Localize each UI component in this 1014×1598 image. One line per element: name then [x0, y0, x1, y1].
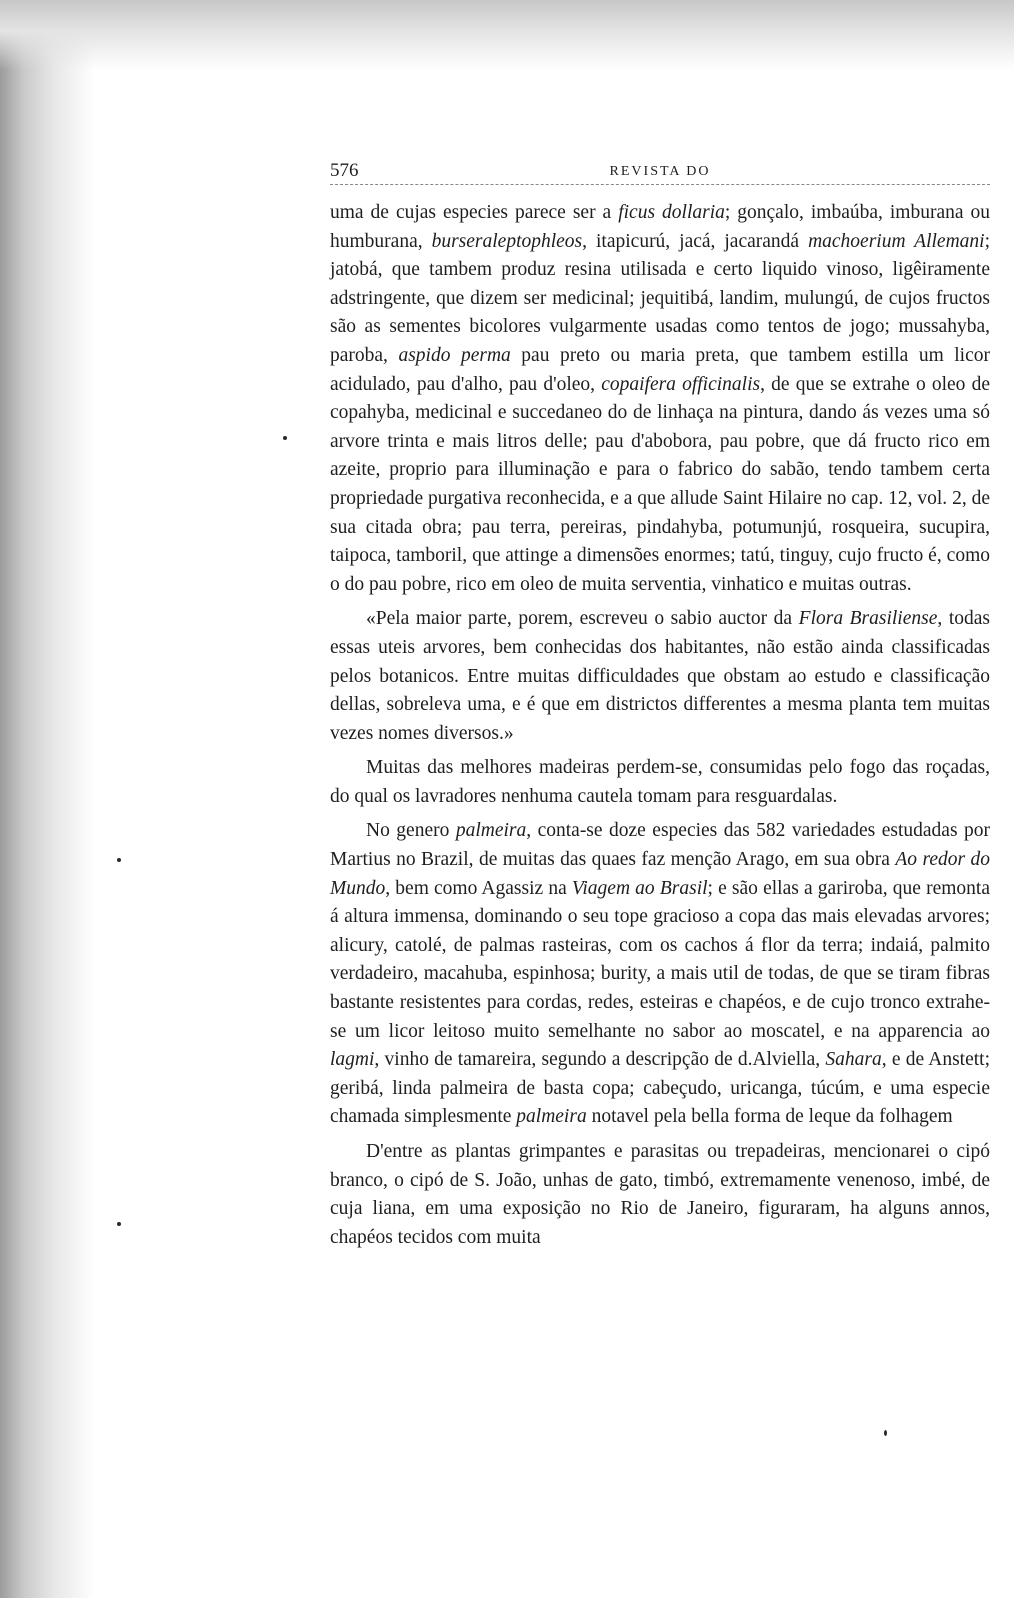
paragraph-4: No genero palmeira, conta-se doze especies das 582 variedades estudadas por Martius no Brazil, de muitas das quaes faz menção Arago, em sua obra Ao redor do Mundo, bem como Agassiz na Viagem ao Brasil; e são ellas a gariroba, que remonta á altura immensa, dominando o seu tope gracioso a copa das mais elevadas arvores; alicury, catolé, de palmas rasteiras, com os cachos á flor da terra; indaiá, palmito verdadeiro, macahuba, espinhosa; burity, a mais util de todas, de que se tiram fibras bastante resistentes para cordas, redes, esteiras e chapéos, e de cujo tronco extrahe-se um licor leitoso muito semelhante no sabor ao moscatel, e na apparencia ao lagmi, vinho de tamareira, segundo a descripção de d.Alviella, Sahara, e de Anstett; geribá, linda palmeira de basta copa; cabeçudo, uricanga, túcúm, e uma especie chamada simplesmente palmeira notavel pela bella forma de leque da folhagem: [330, 820, 991, 1128]
ink-speck: [283, 436, 287, 440]
ink-speck: [884, 1430, 887, 1436]
page-number: 576: [330, 160, 359, 181]
running-head: REVISTA DO: [609, 164, 711, 179]
book-page: [330, 150, 990, 1252]
paragraph-5: D'entre as plantas grimpantes e parasitas ou trepadeiras, mencionarei o cipó branco, o cipó de S. João, unhas de gato, timbó, extremamente venenoso, imbé, de cuja liana, em uma exposição no Rio de Janeiro, figuraram, ha alguns annos, chapéos tecidos com muita: [330, 1141, 990, 1248]
scan-shadow-top: [0, 0, 1014, 70]
body-text: [330, 199, 990, 1252]
paragraph-3: Muitas das melhores madeiras perdem-se, consumidas pelo fogo das roçadas, do qual os lavradores nenhuma cautela tomam para resguardalas.: [330, 757, 990, 807]
ink-speck: [117, 1222, 121, 1226]
paragraph-1: uma de cujas especies parece ser a ficus dollaria; gonçalo, imbaúba, imburana ou humburana, burseraleptophleos, itapicurú, jacá, jacarandá machoerium Allemani; jatobá, que tambem produz resina utilisada e certo liquido vinoso, ligêiramente adstringente, que dizem ser medicinal; jequitibá, landim, mulungú, de cujos fructos são as sementes bicolores vulgarmente usadas como tentos de jogo; mussahyba, paroba, aspido perma pau preto ou maria preta, que tambem estilla um licor acidulado, pau d'alho, pau d'oleo, copaifera officinalis, de que se extrahe o oleo de copahyba, medicinal e succedaneo do de linhaça na pintura, dando ás vezes uma só arvore trinta e mais litros delle; pau d'abobora, pau pobre, que dá fructo rico em azeite, proprio para illuminação e para o fabrico do sabão, tendo tambem certa propriedade purgativa reconhecida, e a que allude Saint Hilaire no cap. 12, vol. 2, de sua citada obra; pau terra, pereiras, pindahyba, potumunjú, rosqueira, sucupira, taipoca, tamboril, que attinge a dimensões enormes; tatú, tinguy, cujo fructo é, como o do pau pobre, rico em oleo de muita serventia, vinhatico e muitas outras.: [330, 202, 991, 595]
paragraph-2: «Pela maior parte, porem, escreveu o sabio auctor da Flora Brasiliense, todas essas uteis arvores, bem conhecidas dos habitantes, não estão ainda classificadas pelos botanicos. Entre muitas difficuldades que obstam ao estudo e classificação dellas, sobreleva uma, e é que em districtos differentes a mesma planta tem muitas vezes nomes diversos.»: [330, 608, 990, 744]
page-header: [330, 150, 990, 185]
scan-shadow-edge: [0, 0, 95, 1598]
ink-speck: [117, 858, 121, 862]
